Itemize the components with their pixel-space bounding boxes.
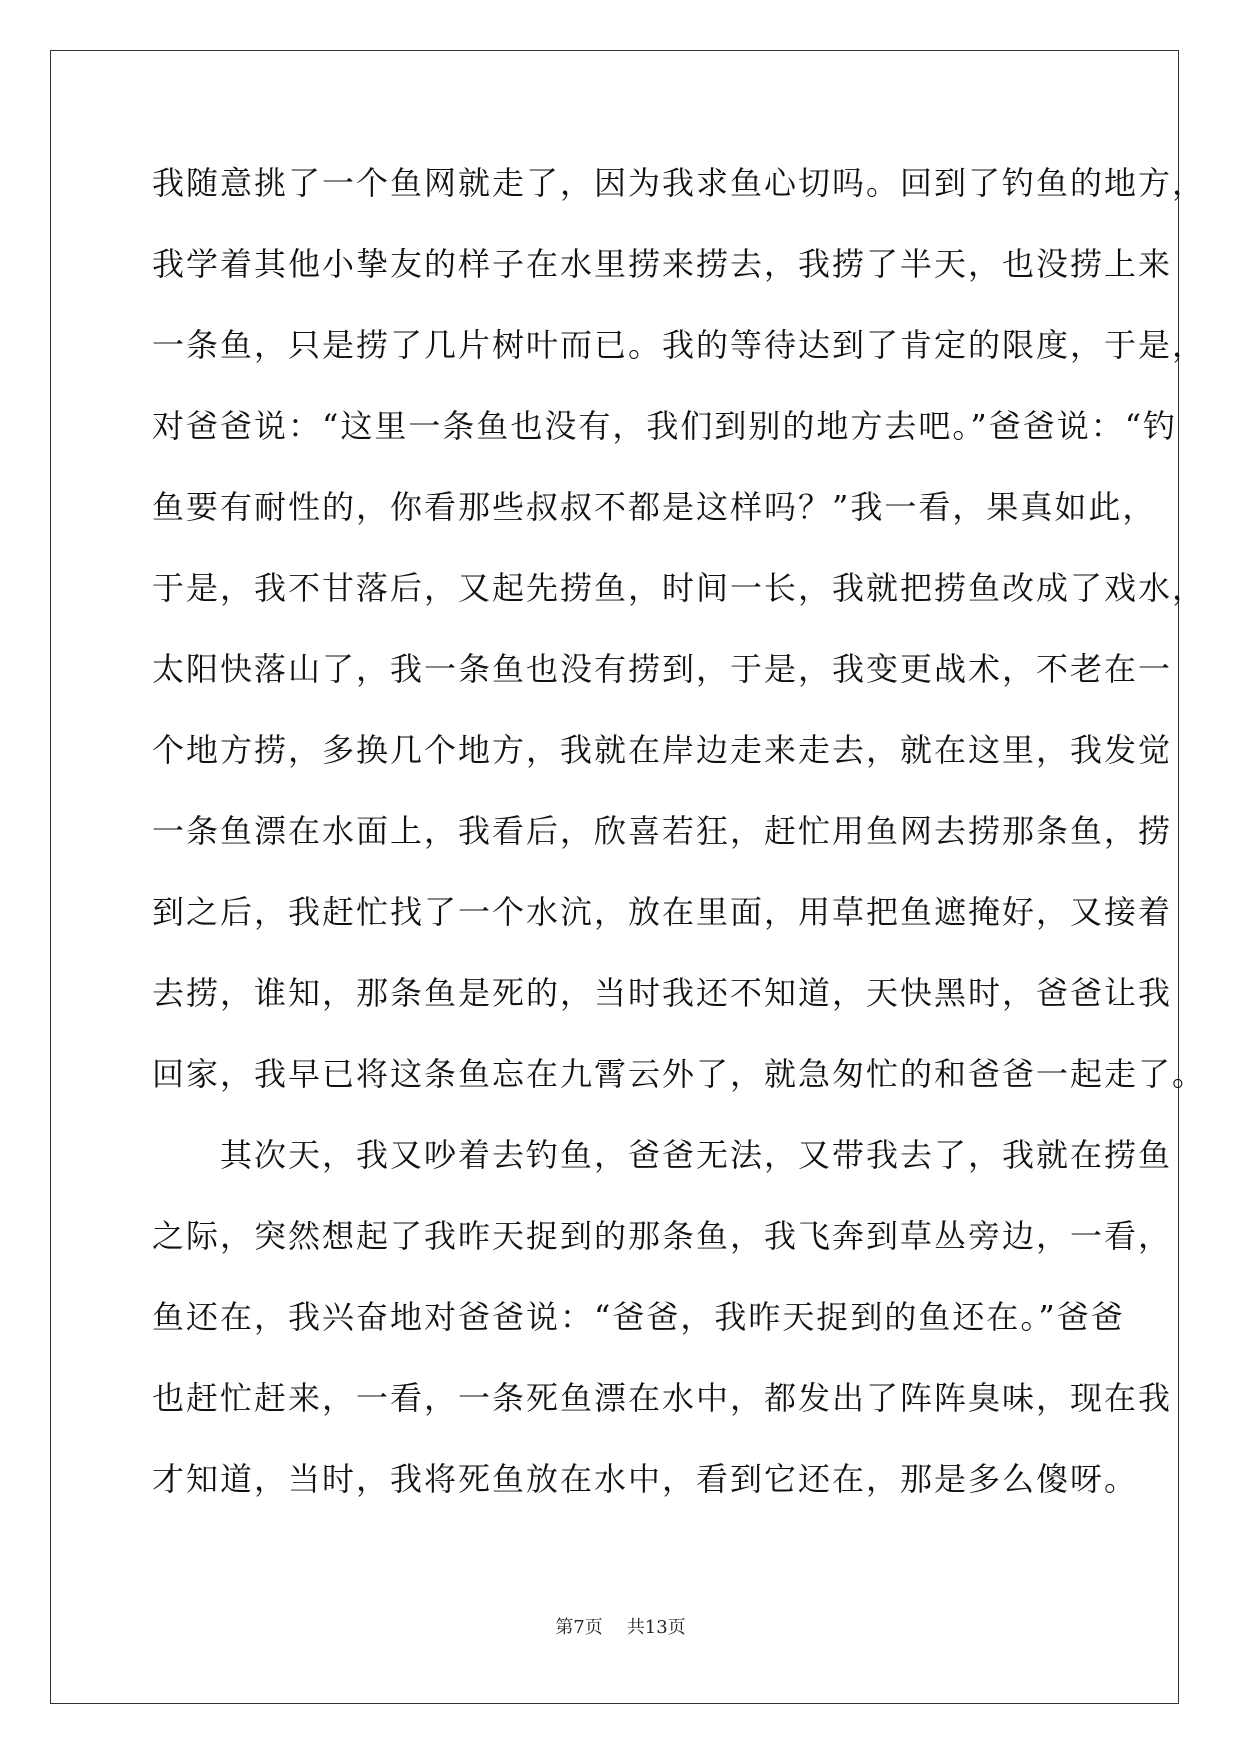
text-line: 个地方捞，多换几个地方，我就在岸边走来走去，就在这里，我发觉 — [152, 731, 1173, 769]
text-line: 一条鱼，只是捞了几片树叶而已。我的等待达到了肯定的限度，于是， — [152, 326, 1207, 364]
current-page-number: 第7页 — [555, 1617, 603, 1638]
text-line: 也赶忙赶来，一看，一条死鱼漂在水中，都发出了阵阵臭味，现在我 — [152, 1379, 1173, 1417]
text-line: 于是，我不甘落后，又起先捞鱼，时间一长，我就把捞鱼改成了戏水， — [152, 569, 1207, 607]
text-line: 鱼要有耐性的，你看那些叔叔不都是这样吗？”我一看，果真如此， — [152, 488, 1157, 526]
text-line: 回家，我早已将这条鱼忘在九霄云外了，就急匆忙的和爸爸一起走了。 — [152, 1055, 1207, 1093]
text-line: 到之后，我赶忙找了一个水沆，放在里面，用草把鱼遮掩好，又接着 — [152, 893, 1173, 931]
text-line: 一条鱼漂在水面上，我看后，欣喜若狂，赶忙用鱼网去捞那条鱼，捞 — [152, 812, 1173, 850]
total-page-count: 共13页 — [626, 1617, 686, 1638]
text-line: 其次天，我又吵着去钓鱼，爸爸无法，又带我去了，我就在捞鱼 — [152, 1136, 1173, 1174]
body-text — [152, 163, 1207, 1540]
text-line: 才知道，当时，我将死鱼放在水中，看到它还在，那是多么傻呀。 — [152, 1460, 1139, 1498]
text-line: 我随意挑了一个鱼网就走了，因为我求鱼心切吗。回到了钓鱼的地方， — [152, 164, 1207, 202]
text-line: 之际，突然想起了我昨天捉到的那条鱼，我飞奔到草丛旁边，一看， — [152, 1217, 1173, 1255]
page-footer — [0, 1613, 1241, 1639]
text-line: 对爸爸说：“这里一条鱼也没有，我们到别的地方去吧。”爸爸说：“钓 — [152, 407, 1178, 445]
text-line: 鱼还在，我兴奋地对爸爸说：“爸爸，我昨天捉到的鱼还在。”爸爸 — [152, 1298, 1125, 1336]
text-line: 我学着其他小挚友的样子在水里捞来捞去，我捞了半天，也没捞上来 — [152, 245, 1173, 283]
text-line: 去捞，谁知，那条鱼是死的，当时我还不知道，天快黑时，爸爸让我 — [152, 974, 1173, 1012]
text-line: 太阳快落山了，我一条鱼也没有捞到，于是，我变更战术，不老在一 — [152, 650, 1173, 688]
